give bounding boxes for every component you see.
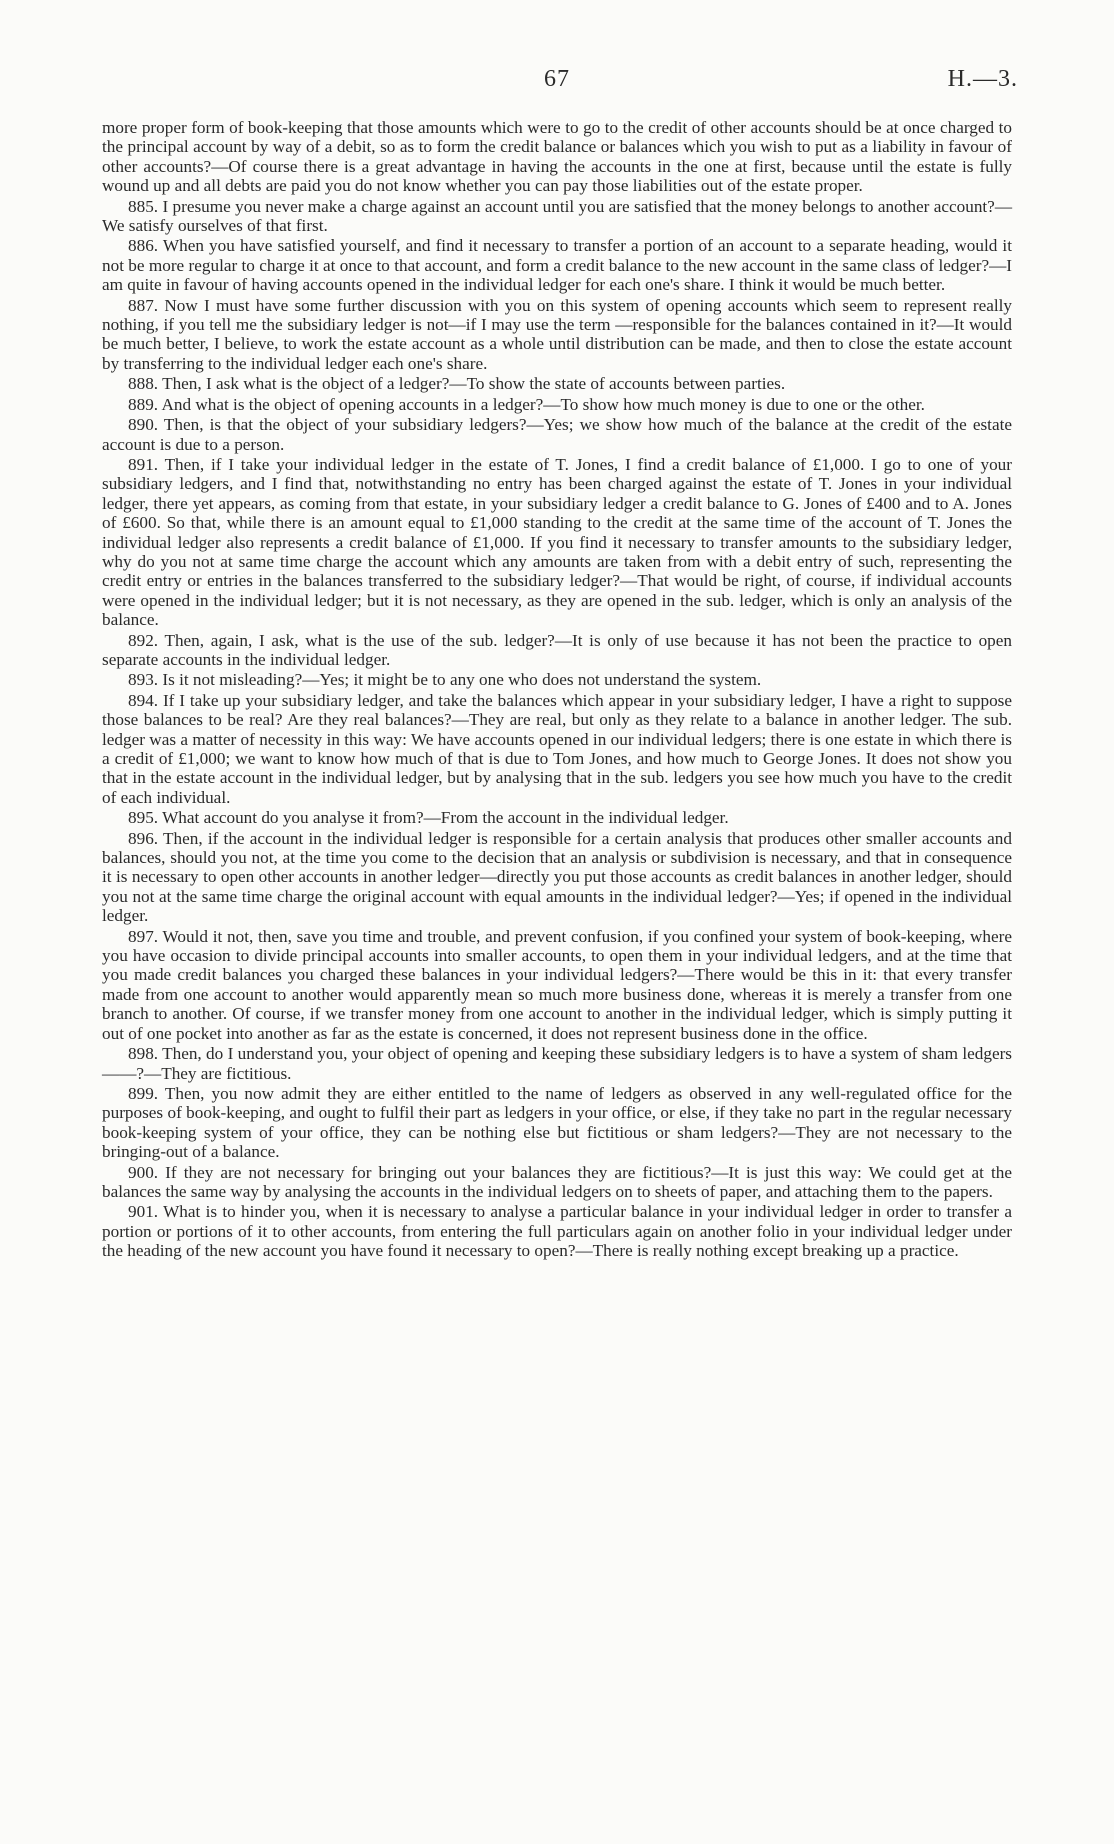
question-885 bbox=[102, 197, 1012, 236]
question-888 bbox=[102, 374, 1012, 393]
question-number: 888. bbox=[128, 374, 159, 394]
paragraph-text: Then, I ask what is the object of a ledger?—To show the state of accounts between parties. bbox=[162, 374, 786, 394]
paragraph-text: What is to hinder you, when it is necessary to analyse a particular balance in your individual ledger in order to transfer a portion or portions of it to other accounts, from entering the full particulars again on another folio in your individual ledger under the heading of the new account you have found it necessary to open?—There is really nothing except breaking up a practice. bbox=[102, 1202, 1012, 1261]
paragraph-text: And what is the object of opening accounts in a ledger?—To show how much money is due to one or the other. bbox=[161, 394, 925, 414]
question-number: 893. bbox=[128, 670, 159, 690]
body-text bbox=[102, 118, 1012, 1262]
question-899 bbox=[102, 1084, 1012, 1162]
page-number: 67 bbox=[544, 66, 570, 92]
question-number: 890. bbox=[128, 415, 159, 435]
paragraph-text: If they are not necessary for bringing out your balances they are fictitious?—It is just this way: We could get at the balances the same way by analysing the accounts in the individual ledgers on to sheets of paper, and attaching them to the papers. bbox=[102, 1162, 1013, 1201]
paragraph-text: What account do you analyse it from?—From the account in the individual ledger. bbox=[162, 808, 729, 828]
question-896 bbox=[102, 829, 1012, 926]
question-number: 886. bbox=[128, 236, 159, 256]
question-number: 891. bbox=[128, 454, 159, 474]
paragraph-text: Now I must have some further discussion with you on this system of opening accounts which seem to represent really nothing, if you tell me the subsidiary ledger is not—if I may use the term —responsible for the balances contained in it?—It would be much better, I believe, to work the estate account as a whole until distribution can be made, and then to close the estate account by transferring to the individual ledger each one's share. bbox=[102, 295, 1012, 373]
question-900 bbox=[102, 1163, 1012, 1202]
paragraph-continuation bbox=[102, 118, 1012, 196]
paragraph-text: I presume you never make a charge against an account until you are satisfied that the money belongs to another account?—We satisfy ourselves of that first. bbox=[102, 196, 1013, 236]
question-number: 894. bbox=[128, 690, 159, 710]
question-889 bbox=[102, 395, 1012, 414]
question-892 bbox=[102, 631, 1012, 670]
question-898 bbox=[102, 1044, 1012, 1083]
question-number: 896. bbox=[128, 828, 159, 848]
question-number: 895. bbox=[128, 808, 159, 828]
paragraph-text: Then, do I understand you, your object of opening and keeping these subsidiary ledgers is to have a system of sham ledgers——?—They are fictitious. bbox=[102, 1044, 1012, 1083]
question-number: 889. bbox=[128, 394, 159, 414]
paragraph-text: Is it not misleading?—Yes; it might be to any one who does not understand the system. bbox=[162, 670, 762, 690]
paragraph-text: Then, if I take your individual ledger in the estate of T. Jones, I find a credit balance of £1,000. I go to one of your subsidiary ledgers, and I find that, notwithstanding no entry has been charged against the estate of T. Jones in your individual ledger, there yet appears, as coming from that estate, in your subsidiary ledger a credit balance to G. Jones of £400 and to A. Jones of £600. So that, while there is an amount equal to £1,000 standing to the credit at the same time of the account of T. Jones the individual ledger also represents a credit balance of £1,000. If you find it necessary to transfer amounts to the subsidiary ledger, why do you not at same time charge the account which any amounts are taken from with a debit entry of such, representing the credit entry or entries in the balances transferred to the subsidiary ledger?—That would be right, of course, if individual accounts were opened in the individual ledger; but it is not necessary, as they are opened in the sub. ledger, which is only an analysis of the balance. bbox=[102, 454, 1012, 630]
paragraph-text: When you have satisfied yourself, and find it necessary to transfer a portion of an account to a separate heading, would it not be more regular to charge it at once to that account, and form a credit balance to the new account in the same class of ledger?—I am quite in favour of having accounts opened in the individual ledger for each one's share. I think it would be much better. bbox=[102, 236, 1012, 295]
question-886 bbox=[102, 236, 1012, 294]
paragraph-text: Then, is that the object of your subsidiary ledgers?—Yes; we show how much of the balance at the credit of the estate account is due to a person. bbox=[102, 415, 1012, 454]
question-number: 887. bbox=[128, 295, 159, 315]
question-number: 897. bbox=[128, 926, 159, 946]
question-890 bbox=[102, 415, 1012, 454]
question-887 bbox=[102, 296, 1012, 374]
question-number: 885. bbox=[128, 196, 159, 216]
question-893 bbox=[102, 670, 1012, 689]
question-895 bbox=[102, 808, 1012, 827]
question-number: 901. bbox=[128, 1202, 159, 1222]
paragraph-text: If I take up your subsidiary ledger, and take the balances which appear in your subsidiary ledger, I have a right to suppose those balances to be real? Are they real balances?—They are real, but only as they relate to a balance in another ledger. The sub. ledger was a matter of necessity in this way: We have accounts opened in our individual ledgers; there is one estate in which there is a credit of £1,000; we want to know how much of that is due to Tom Jones, and how much to George Jones. It does not show you that in the estate account in the individual ledger, but by analysing that in the sub. ledgers you see how much you have to the credit of each individual. bbox=[102, 690, 1012, 807]
question-891 bbox=[102, 455, 1012, 630]
question-number: 892. bbox=[128, 630, 159, 650]
paragraph-text: Then, again, I ask, what is the use of the sub. ledger?—It is only of use because it has not been the practice to open separate accounts in the individual ledger. bbox=[102, 630, 1012, 669]
paragraph-text: more proper form of book-keeping that those amounts which were to go to the credit of other accounts should be at once charged to the principal account by way of a debit, so as to form the credit balance or balances which you wish to put as a liability in favour of other accounts?—Of course there is a great advantage in having the accounts in the one at first, because until the estate is fully wound up and all debts are paid you do not know whether you can pay those liabilities out of the estate proper. bbox=[102, 118, 1012, 196]
paragraph-text: Then, you now admit they are either entitled to the name of ledgers as observed in any well-regulated office for the purposes of book-keeping, and ought to fulfil their part as ledgers in your office, or else, if they take no part in the regular necessary book-keeping system of your office, they can be nothing else but fictitious or sham ledgers?—They are not necessary to the bringing-out of a balance. bbox=[102, 1083, 1012, 1162]
question-number: 900. bbox=[128, 1162, 159, 1182]
question-901 bbox=[102, 1202, 1012, 1260]
document-reference: H.—3. bbox=[947, 66, 1018, 92]
question-number: 899. bbox=[128, 1083, 159, 1103]
question-897 bbox=[102, 927, 1012, 1043]
question-number: 898. bbox=[128, 1044, 159, 1064]
paragraph-text: Then, if the account in the individual ledger is responsible for a certain analysis that produces other smaller accounts and balances, should you not, at the time you come to the decision that an analysis or subdivision is necessary, and that in consequence it is necessary to open other accounts in another ledger—directly you put those accounts as credit balances in another ledger, should you not at the same time charge the original account with equal amounts in the individual ledger?—Yes; if opened in the individual ledger. bbox=[102, 828, 1012, 926]
paragraph-text: Would it not, then, save you time and trouble, and prevent confusion, if you confined your system of book-keeping, where you have occasion to divide principal accounts into smaller accounts, to open them in your individual ledgers, and at the time that you made credit balances you charged these balances in your individual ledgers?—There would be this in it: that every transfer made from one account to another would apparently mean so much more business done, whereas it is merely a transfer from one branch to another. Of course, if we transfer money from one account to another in the individual ledger, which is simply putting it out of one pocket into another as far as the estate is concerned, it does not represent business done in the office. bbox=[102, 926, 1012, 1043]
question-894 bbox=[102, 691, 1012, 807]
